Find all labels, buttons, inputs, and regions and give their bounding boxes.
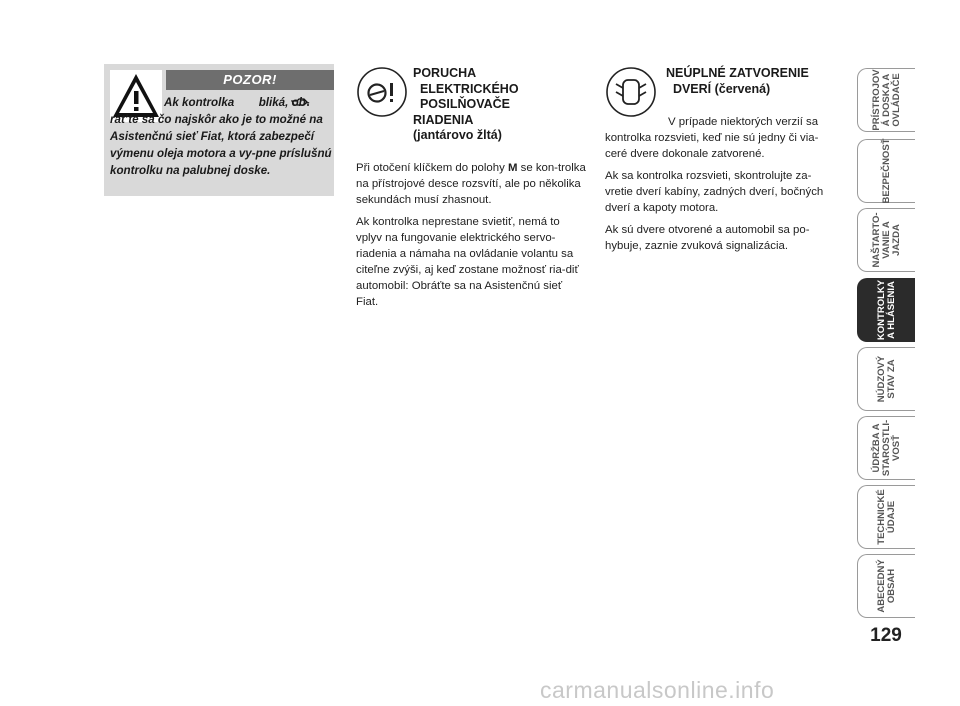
page-number: 129 <box>870 625 902 646</box>
tab-label: KONTROLKY A HLÁSENIA <box>875 279 897 341</box>
warning-title: POZOR! <box>166 70 334 90</box>
paragraph-start: Při otočení klíčkem do polohy <box>356 162 508 174</box>
paragraph <box>356 160 586 208</box>
tab-label: NAŠTARTO- VANIE A JAZDA <box>870 212 902 268</box>
tab-abecedny-obsah[interactable] <box>857 554 915 618</box>
tab-label: NÚDZOVÝ STAV ZA <box>875 355 897 403</box>
section-heading-power-steering: PORUCHA ELEKTRICKÉHO POSILŇOVAČE RIADENIA (jantárovo žltá) <box>413 66 519 142</box>
tab-label: ABECEDNÝ OBSAH <box>875 559 897 613</box>
tab-nastartovanie[interactable] <box>857 208 915 272</box>
warning-box <box>104 64 334 196</box>
tab-technicke-udaje[interactable] <box>857 485 915 549</box>
oil-change-icon <box>237 95 255 105</box>
section-body-doors <box>605 114 837 260</box>
section-heading-doors: NEÚPLNÉ ZATVORENIE DVERÍ (červená) <box>666 66 809 96</box>
warning-text <box>110 94 332 179</box>
paragraph-end: se kon-trolka na přístrojové desce rozsvítí, ale po několika sekundách musí zhasnout. <box>356 162 586 206</box>
warning-text-rest: rát’te sa čo najskôr ako je to možné na Asistenčnú sieť Fiat, ktorá zabezpečí výmenu oleja motora a vy-pne príslušnú kontrolku na palubnej doske. <box>110 113 332 177</box>
paragraph: Ak sa kontrolka rozsvieti, skontrolujte za-vretie dverí kabíny, zadných dverí, bočných dverí a kapoty motora. <box>605 170 824 214</box>
tab-udrzba[interactable] <box>857 416 915 480</box>
tab-bezpecnost[interactable] <box>857 139 915 203</box>
paragraph: Ak sú dvere otvorené a automobil sa po-hybuje, zaznie zvuková signalizácia. <box>605 224 810 252</box>
paragraph: V prípade niektorých verzií sa kontrolka rozsvieti, keď nie sú jedny či via-ceré dvere dokonale zatvorené. <box>605 116 819 160</box>
tab-label: ÚDRŽBA A STAROSTLI- VOSŤ <box>870 419 902 477</box>
warning-text-start: Ak kontrolka <box>164 96 235 109</box>
tab-kontrolky[interactable] <box>857 278 915 342</box>
power-steering-warning-icon <box>356 66 408 123</box>
tab-pristrojova-doska[interactable] <box>857 68 915 132</box>
tab-label: PRÍSTROJOV Á DOSKA A OVLÁDAČE <box>870 69 902 131</box>
key-position: M <box>507 162 518 174</box>
paragraph: Ak kontrolka neprestane svietiť, nemá to vplyv na fungovanie elektrického servo-riadenia a námaha na ovládanie volantu sa citeľne zvýši, aj keď zostane možnosť ria-diť automobil: Obráťte sa na Asistenčnú sieť Fiat. <box>356 216 579 308</box>
tab-nudzovy-stav[interactable] <box>857 347 915 411</box>
section-body-power-steering <box>356 160 586 316</box>
warning-text-cont: bliká, ob- <box>258 96 310 109</box>
tab-label: TECHNICKÉ ÚDAJE <box>875 489 897 545</box>
tab-label: BEZPEČNOSŤ <box>880 138 892 204</box>
watermark: carmanualsonline.info <box>540 677 775 703</box>
